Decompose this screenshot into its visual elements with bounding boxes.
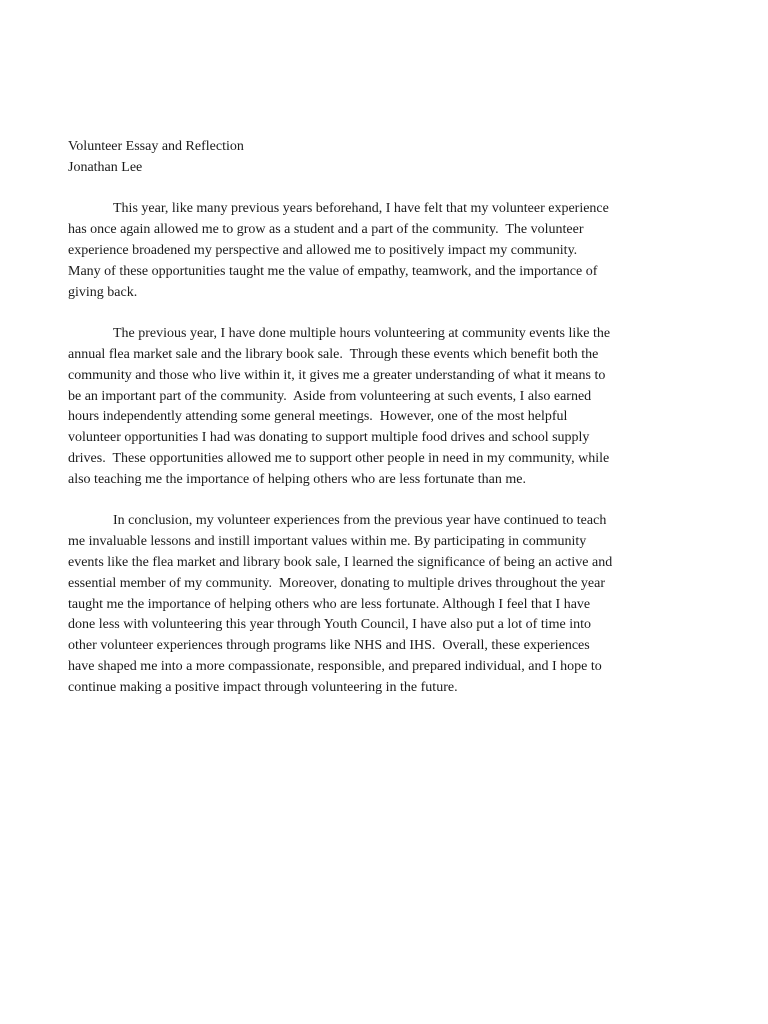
essay-paragraph-2 xyxy=(68,324,708,490)
paragraph-line xyxy=(68,678,708,699)
line-text: In conclusion, my volunteer experiences from the previous year have continued to teach xyxy=(113,513,607,529)
line-text: continue making a positive impact through volunteering in the future. xyxy=(68,679,458,695)
line-text: This year, like many previous years beforehand, I have felt that my volunteer experience xyxy=(113,201,609,217)
paragraph-line xyxy=(68,241,708,262)
line-text: volunteer opportunities I had was donating to support multiple food drives and school supply xyxy=(68,430,590,446)
line-text: annual flea market sale and the library book sale. Through these events which benefit both the xyxy=(68,346,599,362)
line-text: done less with volunteering this year through Youth Council, I have also put a lot of time into xyxy=(68,617,591,633)
line-text: has once again allowed me to grow as a student and a part of the community. The volunteer xyxy=(68,222,584,238)
line-text: Many of these opportunities taught me the value of empathy, teamwork, and the importance of xyxy=(68,263,598,279)
paragraph-line xyxy=(68,366,708,387)
paragraph-line xyxy=(68,636,708,657)
essay-paragraphs xyxy=(68,199,708,698)
line-text: other volunteer experiences through programs like NHS and IHS. Overall, these experiences xyxy=(68,638,590,654)
paragraph-line xyxy=(68,428,708,449)
document-author: Jonathan Lee xyxy=(68,159,143,175)
paragraph-line xyxy=(68,511,708,532)
paragraph-line xyxy=(68,283,708,304)
line-text: be an important part of the community. Aside from volunteering at such events, I also earned xyxy=(68,388,592,404)
line-text: also teaching me the importance of helping others who are less fortunate than me. xyxy=(68,471,526,487)
line-text: me invaluable lessons and instill important values within me. By participating in community xyxy=(68,534,587,550)
paragraph-line xyxy=(68,449,708,470)
paragraph-line xyxy=(68,470,708,491)
line-text: The previous year, I have done multiple hours volunteering at community events like the xyxy=(113,326,611,342)
paragraph-line xyxy=(68,199,708,220)
paragraph-line xyxy=(68,595,708,616)
line-text: essential member of my community. Moreover, donating to multiple drives throughout the year xyxy=(68,575,606,591)
line-text: giving back. xyxy=(68,284,138,300)
paragraph-line xyxy=(68,407,708,428)
paragraph-line xyxy=(68,387,708,408)
line-text: experience broadened my perspective and allowed me to positively impact my community. xyxy=(68,242,578,258)
paragraph-line xyxy=(68,324,708,345)
line-text: community and those who live within it, it gives me a greater understanding of what it means to xyxy=(68,367,606,383)
document-title: Volunteer Essay and Reflection xyxy=(68,139,244,154)
paragraph-line xyxy=(68,657,708,678)
document-body xyxy=(68,137,708,699)
paragraph-line xyxy=(68,553,708,574)
line-text: taught me the importance of helping others who are less fortunate. Although I feel that I have xyxy=(68,596,591,612)
line-text: hours independently attending some general meetings. However, one of the most helpful xyxy=(68,409,568,425)
essay-paragraph-3 xyxy=(68,511,708,698)
line-text: have shaped me into a more compassionate, responsible, and prepared individual, and I hope to xyxy=(68,658,602,674)
paragraph-line xyxy=(68,615,708,636)
line-text: events like the flea market and library book sale, I learned the significance of being an active and xyxy=(68,554,613,570)
essay-paragraph-1 xyxy=(68,199,708,303)
paragraph-line xyxy=(68,262,708,283)
paragraph-line xyxy=(68,220,708,241)
paragraph-line xyxy=(68,574,708,595)
paragraph-line xyxy=(68,532,708,553)
paragraph-line xyxy=(68,345,708,366)
line-text: drives. These opportunities allowed me to support other people in need in my community, while xyxy=(68,450,610,466)
